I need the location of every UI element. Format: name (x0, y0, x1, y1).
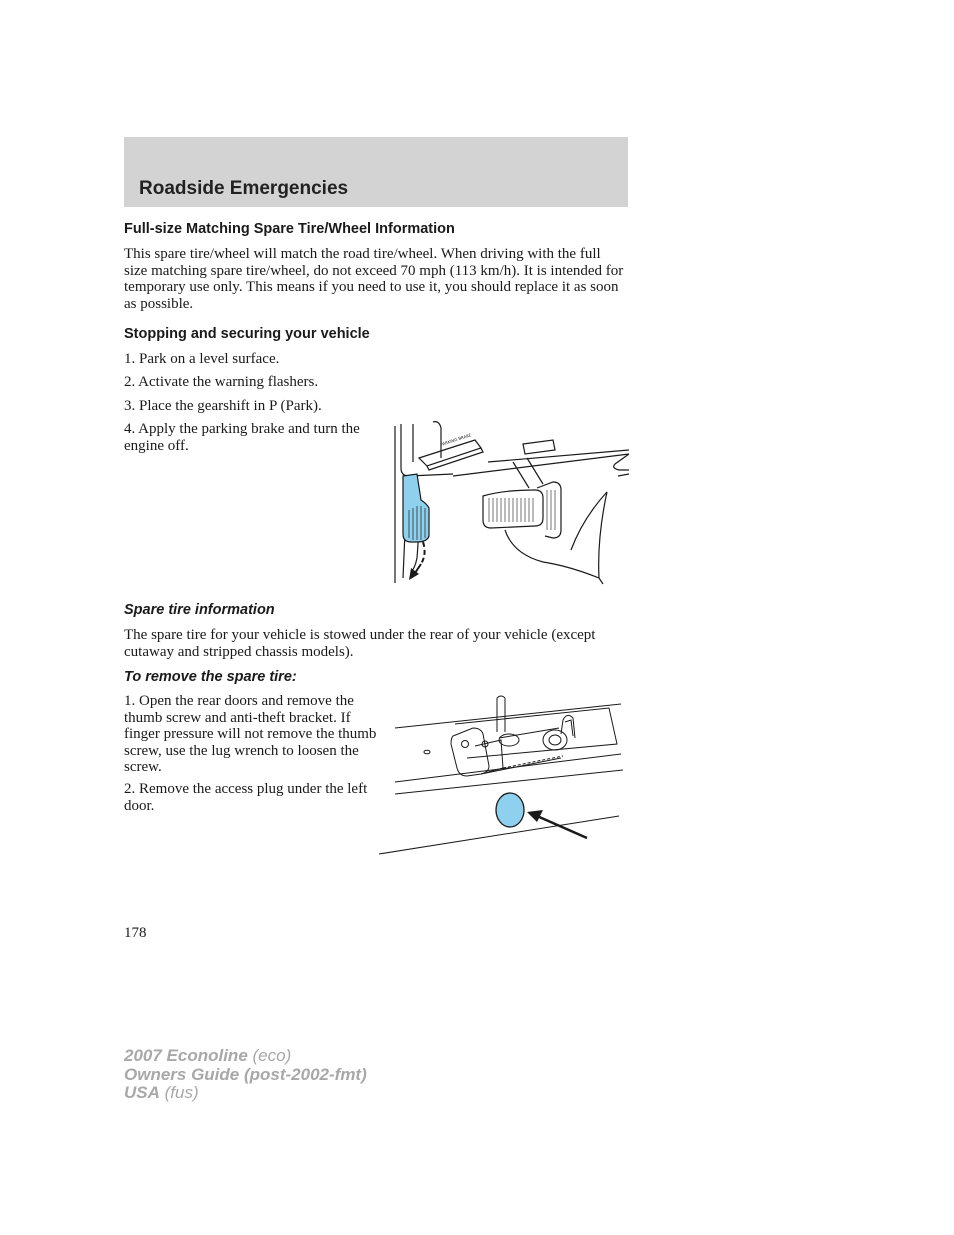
spare-wheel-info-paragraph: This spare tire/wheel will match the road tire/wheel. When driving with the full size matching spare tire/wheel, do not exceed 70 mph (113 km/h). It is intended for temporary use only. This means if you need to use it, you should replace it as soon as possible. (124, 246, 624, 312)
spare-tire-info-heading: Spare tire information (124, 602, 275, 618)
footer-edition (124, 1047, 367, 1103)
stopping-step-4: 4. Apply the parking brake and turn the engine off. (124, 421, 360, 454)
footer-guide: Owners Guide (post-2002-fmt) (124, 1064, 367, 1084)
footer-model: 2007 Econoline (124, 1046, 248, 1065)
section-header-band (124, 137, 628, 207)
stopping-step-2: 2. Activate the warning flashers. (124, 374, 319, 390)
spare-wheel-info-heading: Full-size Matching Spare Tire/Wheel Information (124, 221, 455, 237)
page-number: 178 (124, 925, 147, 941)
pointer-arrow-icon (527, 810, 543, 822)
page-title: Roadside Emergencies (139, 178, 349, 199)
stopping-step-1: 1. Park on a level surface. (124, 351, 280, 367)
pedal-label: PARKING BRAKE (439, 432, 472, 447)
footer-market: USA (124, 1083, 160, 1102)
remove-spare-heading: To remove the spare tire: (124, 669, 297, 685)
spare-tire-info-paragraph: The spare tire for your vehicle is stowed under the rear of your vehicle (except cutaway and stripped chassis models). (124, 627, 596, 660)
access-plug (496, 793, 524, 827)
remove-step-2: 2. Remove the access plug under the left door. (124, 781, 368, 814)
footer-model-code: (eco) (252, 1046, 292, 1065)
access-plug-illustration (377, 694, 627, 858)
stopping-heading: Stopping and securing your vehicle (124, 326, 370, 342)
footer-market-code: (fus) (164, 1083, 199, 1102)
parking-brake-illustration (393, 418, 629, 586)
remove-step-1: 1. Open the rear doors and remove the thumb screw and anti-theft bracket. If finger pressure will not remove the thumb screw, use the lug wrench to loosen the screw. (124, 693, 377, 775)
stopping-step-3: 3. Place the gearshift in P (Park). (124, 398, 322, 414)
